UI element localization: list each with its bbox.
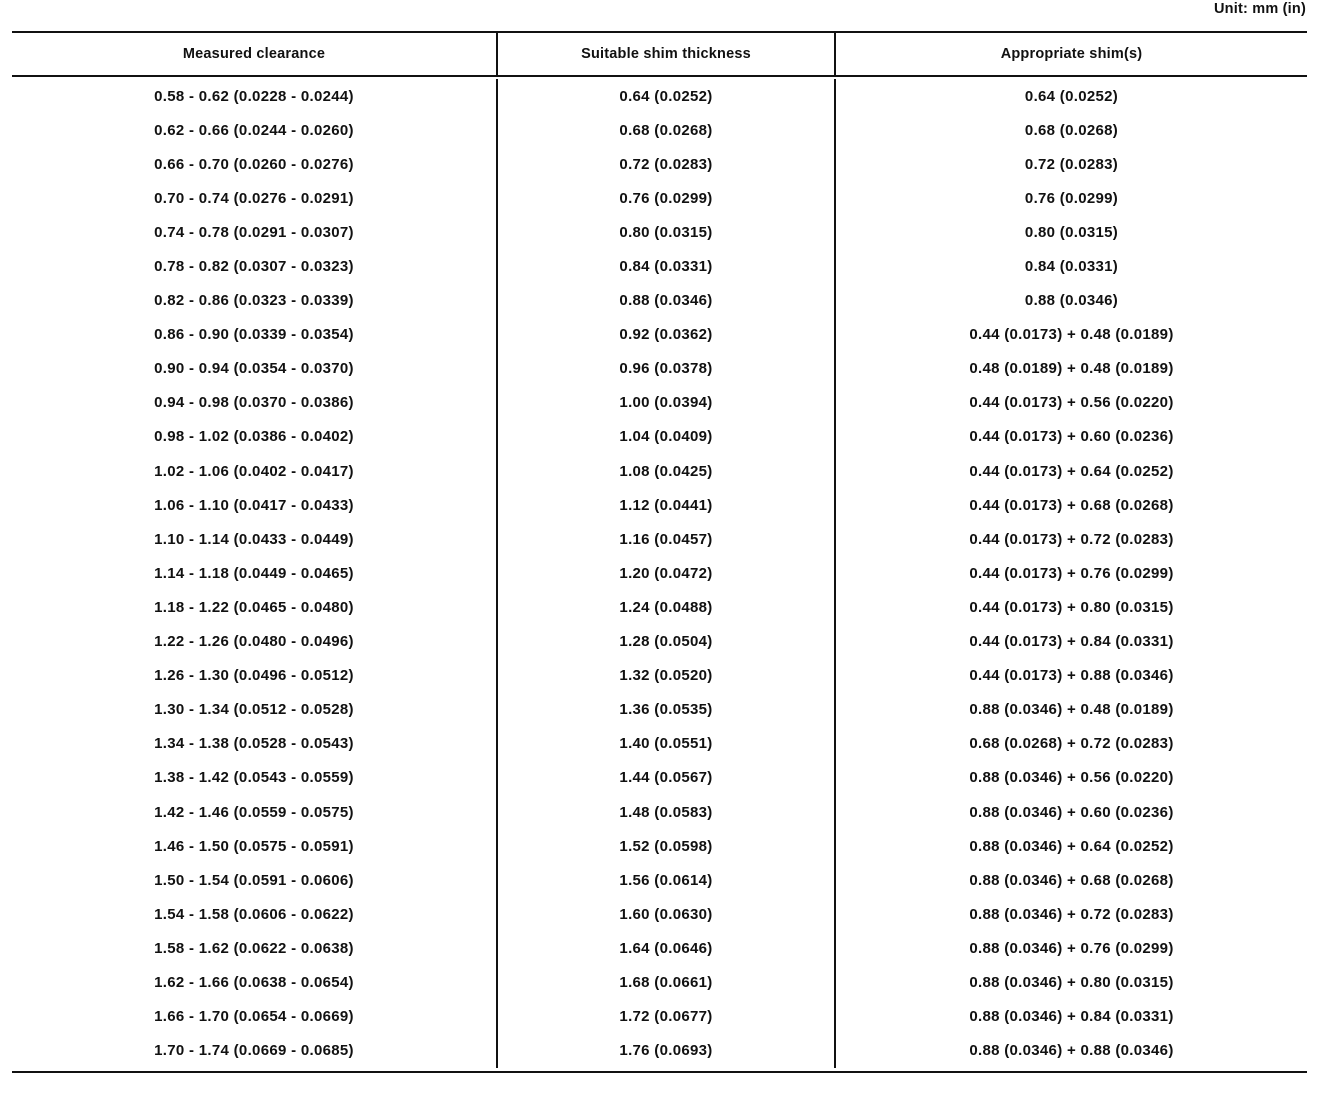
table-header: [12, 33, 1307, 77]
table-row: [12, 386, 1307, 420]
measured-clearance-cell: 0.94 - 0.98 (0.0370 - 0.0386): [12, 386, 498, 420]
table-row: [12, 113, 1307, 147]
measured-clearance-cell: 1.22 - 1.26 (0.0480 - 0.0496): [12, 625, 498, 659]
appropriate-shims-cell: 0.88 (0.0346) + 0.64 (0.0252): [969, 837, 1174, 855]
suitable-shim-thickness-cell: 1.32 (0.0520): [498, 659, 836, 693]
measured-clearance-cell: 1.34 - 1.38 (0.0528 - 0.0543): [12, 727, 498, 761]
appropriate-shims-cell: 0.44 (0.0173) + 0.80 (0.0315): [969, 598, 1174, 616]
appropriate-shims-cell: 0.76 (0.0299): [1024, 189, 1119, 207]
table-row: [12, 727, 1307, 761]
appropriate-shims-cell: 0.44 (0.0173) + 0.88 (0.0346): [969, 667, 1174, 685]
appropriate-shims-cell: 0.88 (0.0346) + 0.48 (0.0189): [969, 701, 1174, 719]
measured-clearance-cell: 0.90 - 0.94 (0.0354 - 0.0370): [12, 352, 498, 386]
suitable-shim-thickness-cell: 1.36 (0.0535): [498, 693, 836, 727]
table-row: [12, 965, 1307, 999]
table-body: [12, 77, 1307, 1071]
measured-clearance-cell: 1.10 - 1.14 (0.0433 - 0.0449): [12, 522, 498, 556]
table-row: [12, 284, 1307, 318]
table-row: [12, 556, 1307, 590]
shim-selection-table: [12, 31, 1307, 1073]
measured-clearance-cell: 1.62 - 1.66 (0.0638 - 0.0654): [12, 965, 498, 999]
table-row: [12, 1034, 1307, 1068]
table-row: [12, 590, 1307, 624]
suitable-shim-thickness-cell: 1.76 (0.0693): [498, 1034, 836, 1068]
table-row: [12, 1000, 1307, 1034]
suitable-shim-thickness-cell: 1.16 (0.0457): [498, 522, 836, 556]
table-row: [12, 829, 1307, 863]
table-row: [12, 420, 1307, 454]
appropriate-shims-cell: 0.88 (0.0346) + 0.84 (0.0331): [969, 1008, 1174, 1026]
appropriate-shims-cell: 0.68 (0.0268) + 0.72 (0.0283): [969, 735, 1174, 753]
table-row: [12, 79, 1307, 113]
table-row: [12, 181, 1307, 215]
table-row: [12, 249, 1307, 283]
measured-clearance-cell: 0.86 - 0.90 (0.0339 - 0.0354): [12, 318, 498, 352]
suitable-shim-thickness-cell: 1.56 (0.0614): [498, 863, 836, 897]
suitable-shim-thickness-cell: 1.08 (0.0425): [498, 454, 836, 488]
measured-clearance-cell: 1.38 - 1.42 (0.0543 - 0.0559): [12, 761, 498, 795]
table-row: [12, 659, 1307, 693]
suitable-shim-thickness-cell: 1.72 (0.0677): [498, 1000, 836, 1034]
appropriate-shims-cell: 0.44 (0.0173) + 0.60 (0.0236): [969, 428, 1174, 446]
appropriate-shims-cell: 0.88 (0.0346) + 0.76 (0.0299): [969, 939, 1174, 957]
measured-clearance-cell: 1.54 - 1.58 (0.0606 - 0.0622): [12, 897, 498, 931]
header-appropriate-shims: Appropriate shim(s): [1000, 46, 1143, 62]
table-row: [12, 215, 1307, 249]
measured-clearance-cell: 1.46 - 1.50 (0.0575 - 0.0591): [12, 829, 498, 863]
suitable-shim-thickness-cell: 1.00 (0.0394): [498, 386, 836, 420]
table-row: [12, 795, 1307, 829]
suitable-shim-thickness-cell: 1.20 (0.0472): [498, 556, 836, 590]
measured-clearance-cell: 1.26 - 1.30 (0.0496 - 0.0512): [12, 659, 498, 693]
table-row: [12, 318, 1307, 352]
appropriate-shims-cell: 0.72 (0.0283): [1024, 155, 1119, 173]
measured-clearance-cell: 1.18 - 1.22 (0.0465 - 0.0480): [12, 590, 498, 624]
suitable-shim-thickness-cell: 1.60 (0.0630): [498, 897, 836, 931]
suitable-shim-thickness-cell: 1.48 (0.0583): [498, 795, 836, 829]
suitable-shim-thickness-cell: 1.52 (0.0598): [498, 829, 836, 863]
measured-clearance-cell: 1.50 - 1.54 (0.0591 - 0.0606): [12, 863, 498, 897]
measured-clearance-cell: 1.30 - 1.34 (0.0512 - 0.0528): [12, 693, 498, 727]
header-measured-clearance: Measured clearance: [12, 33, 498, 75]
table-row: [12, 897, 1307, 931]
measured-clearance-cell: 1.70 - 1.74 (0.0669 - 0.0685): [12, 1034, 498, 1068]
suitable-shim-thickness-cell: 1.68 (0.0661): [498, 965, 836, 999]
appropriate-shims-cell: 0.44 (0.0173) + 0.72 (0.0283): [969, 530, 1174, 548]
suitable-shim-thickness-cell: 1.44 (0.0567): [498, 761, 836, 795]
suitable-shim-thickness-cell: 0.92 (0.0362): [498, 318, 836, 352]
appropriate-shims-cell: 0.88 (0.0346) + 0.80 (0.0315): [969, 973, 1174, 991]
appropriate-shims-cell: 0.68 (0.0268): [1024, 121, 1119, 139]
table-row: [12, 488, 1307, 522]
measured-clearance-cell: 0.66 - 0.70 (0.0260 - 0.0276): [12, 147, 498, 181]
suitable-shim-thickness-cell: 1.24 (0.0488): [498, 590, 836, 624]
appropriate-shims-cell: 0.88 (0.0346) + 0.72 (0.0283): [969, 905, 1174, 923]
table-row: [12, 147, 1307, 181]
table-row: [12, 522, 1307, 556]
appropriate-shims-cell: 0.44 (0.0173) + 0.76 (0.0299): [969, 564, 1174, 582]
appropriate-shims-cell: 0.44 (0.0173) + 0.68 (0.0268): [969, 496, 1174, 514]
table-row: [12, 931, 1307, 965]
appropriate-shims-cell: 0.44 (0.0173) + 0.84 (0.0331): [969, 633, 1174, 651]
table-row: [12, 863, 1307, 897]
appropriate-shims-cell: 0.88 (0.0346) + 0.88 (0.0346): [969, 1042, 1174, 1060]
measured-clearance-cell: 1.06 - 1.10 (0.0417 - 0.0433): [12, 488, 498, 522]
table-row: [12, 454, 1307, 488]
measured-clearance-cell: 0.98 - 1.02 (0.0386 - 0.0402): [12, 420, 498, 454]
suitable-shim-thickness-cell: 0.88 (0.0346): [498, 284, 836, 318]
suitable-shim-thickness-cell: 0.96 (0.0378): [498, 352, 836, 386]
suitable-shim-thickness-cell: 0.72 (0.0283): [498, 147, 836, 181]
appropriate-shims-cell: 0.84 (0.0331): [1024, 258, 1119, 276]
unit-label: Unit: mm (in): [1213, 1, 1306, 17]
suitable-shim-thickness-cell: 0.84 (0.0331): [498, 249, 836, 283]
suitable-shim-thickness-cell: 0.64 (0.0252): [498, 79, 836, 113]
appropriate-shims-cell: 0.88 (0.0346): [1024, 292, 1119, 310]
suitable-shim-thickness-cell: 1.64 (0.0646): [498, 931, 836, 965]
suitable-shim-thickness-cell: 1.12 (0.0441): [498, 488, 836, 522]
measured-clearance-cell: 0.78 - 0.82 (0.0307 - 0.0323): [12, 249, 498, 283]
measured-clearance-cell: 1.14 - 1.18 (0.0449 - 0.0465): [12, 556, 498, 590]
table-row: [12, 625, 1307, 659]
measured-clearance-cell: 1.42 - 1.46 (0.0559 - 0.0575): [12, 795, 498, 829]
table-row: [12, 352, 1307, 386]
measured-clearance-cell: 0.62 - 0.66 (0.0244 - 0.0260): [12, 113, 498, 147]
appropriate-shims-cell: 0.88 (0.0346) + 0.60 (0.0236): [969, 803, 1174, 821]
measured-clearance-cell: 1.58 - 1.62 (0.0622 - 0.0638): [12, 931, 498, 965]
appropriate-shims-cell: 0.44 (0.0173) + 0.48 (0.0189): [969, 326, 1174, 344]
table-row: [12, 761, 1307, 795]
suitable-shim-thickness-cell: 0.76 (0.0299): [498, 181, 836, 215]
measured-clearance-cell: 0.70 - 0.74 (0.0276 - 0.0291): [12, 181, 498, 215]
suitable-shim-thickness-cell: 1.04 (0.0409): [498, 420, 836, 454]
appropriate-shims-cell: 0.88 (0.0346) + 0.68 (0.0268): [969, 871, 1174, 889]
table-row: [12, 693, 1307, 727]
appropriate-shims-cell: 0.80 (0.0315): [1024, 223, 1119, 241]
suitable-shim-thickness-cell: 0.68 (0.0268): [498, 113, 836, 147]
suitable-shim-thickness-cell: 1.28 (0.0504): [498, 625, 836, 659]
appropriate-shims-cell: 0.44 (0.0173) + 0.56 (0.0220): [969, 394, 1174, 412]
appropriate-shims-cell: 0.88 (0.0346) + 0.56 (0.0220): [969, 769, 1174, 787]
measured-clearance-cell: 0.58 - 0.62 (0.0228 - 0.0244): [12, 79, 498, 113]
header-suitable-shim-thickness: Suitable shim thickness: [498, 33, 836, 75]
suitable-shim-thickness-cell: 0.80 (0.0315): [498, 215, 836, 249]
measured-clearance-cell: 1.66 - 1.70 (0.0654 - 0.0669): [12, 1000, 498, 1034]
appropriate-shims-cell: 0.64 (0.0252): [1024, 87, 1119, 105]
measured-clearance-cell: 0.74 - 0.78 (0.0291 - 0.0307): [12, 215, 498, 249]
suitable-shim-thickness-cell: 1.40 (0.0551): [498, 727, 836, 761]
measured-clearance-cell: 1.02 - 1.06 (0.0402 - 0.0417): [12, 454, 498, 488]
appropriate-shims-cell: 0.48 (0.0189) + 0.48 (0.0189): [969, 360, 1174, 378]
appropriate-shims-cell: 0.44 (0.0173) + 0.64 (0.0252): [969, 462, 1174, 480]
measured-clearance-cell: 0.82 - 0.86 (0.0323 - 0.0339): [12, 284, 498, 318]
